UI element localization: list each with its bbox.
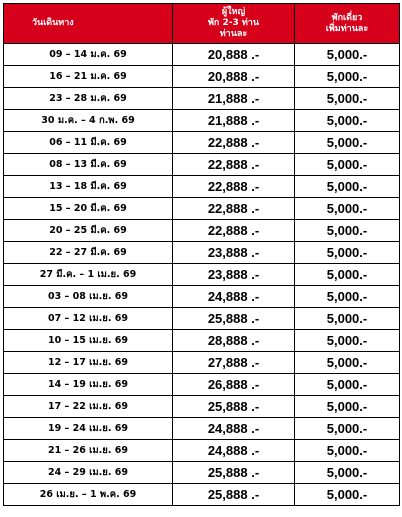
table-row <box>4 484 400 506</box>
header-single-supplement <box>295 4 400 44</box>
adult-price-cell: 24,888 .- <box>173 440 295 462</box>
price-table-container <box>3 3 399 506</box>
header-adult-line: พัก 2-3 ท่าน <box>207 18 260 28</box>
single-supplement-cell: 5,000.- <box>295 352 400 374</box>
table-row <box>4 44 400 66</box>
travel-date-cell: 08 – 13 มี.ค. 69 <box>4 154 173 176</box>
adult-price-cell: 22,888 .- <box>173 154 295 176</box>
table-header <box>4 4 400 44</box>
single-supplement-cell: 5,000.- <box>295 132 400 154</box>
price-table <box>3 3 400 506</box>
table-row <box>4 330 400 352</box>
adult-price-cell: 28,888 .- <box>173 330 295 352</box>
table-row <box>4 440 400 462</box>
table-row <box>4 132 400 154</box>
table-row <box>4 264 400 286</box>
single-supplement-cell: 5,000.- <box>295 440 400 462</box>
travel-date-cell: 14 – 19 เม.ย. 69 <box>4 374 173 396</box>
header-adult-line: ท่านละ <box>219 29 248 39</box>
single-supplement-cell: 5,000.- <box>295 308 400 330</box>
adult-price-cell: 22,888 .- <box>173 176 295 198</box>
travel-date-cell: 23 – 28 ม.ค. 69 <box>4 88 173 110</box>
table-row <box>4 88 400 110</box>
single-supplement-cell: 5,000.- <box>295 462 400 484</box>
single-supplement-cell: 5,000.- <box>295 66 400 88</box>
adult-price-cell: 27,888 .- <box>173 352 295 374</box>
single-supplement-cell: 5,000.- <box>295 88 400 110</box>
table-row <box>4 66 400 88</box>
travel-date-cell: 06 – 11 มี.ค. 69 <box>4 132 173 154</box>
single-supplement-cell: 5,000.- <box>295 176 400 198</box>
single-supplement-cell: 5,000.- <box>295 264 400 286</box>
travel-date-cell: 19 – 24 เม.ย. 69 <box>4 418 173 440</box>
single-supplement-cell: 5,000.- <box>295 330 400 352</box>
travel-date-cell: 20 – 25 มี.ค. 69 <box>4 220 173 242</box>
travel-date-cell: 27 มี.ค. – 1 เม.ย. 69 <box>4 264 173 286</box>
header-adult-line: ผู้ใหญ่ <box>221 7 246 17</box>
adult-price-cell: 23,888 .- <box>173 242 295 264</box>
travel-date-cell: 17 – 22 เม.ย. 69 <box>4 396 173 418</box>
adult-price-cell: 22,888 .- <box>173 220 295 242</box>
table-row <box>4 220 400 242</box>
header-single-line: พักเดี่ยว <box>331 12 363 23</box>
table-body <box>4 44 400 506</box>
single-supplement-cell: 5,000.- <box>295 286 400 308</box>
header-travel-date: วันเดินทาง <box>4 4 173 44</box>
single-supplement-cell: 5,000.- <box>295 154 400 176</box>
travel-date-cell: 13 – 18 มี.ค. 69 <box>4 176 173 198</box>
adult-price-cell: 26,888 .- <box>173 374 295 396</box>
travel-date-cell: 30 ม.ค. – 4 ก.พ. 69 <box>4 110 173 132</box>
travel-date-cell: 12 – 17 เม.ย. 69 <box>4 352 173 374</box>
travel-date-cell: 24 – 29 เม.ย. 69 <box>4 462 173 484</box>
travel-date-cell: 26 เม.ย. – 1 พ.ค. 69 <box>4 484 173 506</box>
table-row <box>4 352 400 374</box>
adult-price-cell: 25,888 .- <box>173 396 295 418</box>
table-row <box>4 374 400 396</box>
single-supplement-cell: 5,000.- <box>295 110 400 132</box>
adult-price-cell: 25,888 .- <box>173 484 295 506</box>
adult-price-cell: 20,888 .- <box>173 66 295 88</box>
single-supplement-cell: 5,000.- <box>295 198 400 220</box>
travel-date-cell: 03 – 08 เม.ย. 69 <box>4 286 173 308</box>
header-row <box>4 4 400 44</box>
travel-date-cell: 16 – 21 ม.ค. 69 <box>4 66 173 88</box>
table-row <box>4 396 400 418</box>
table-row <box>4 242 400 264</box>
single-supplement-cell: 5,000.- <box>295 484 400 506</box>
travel-date-cell: 15 – 20 มี.ค. 69 <box>4 198 173 220</box>
adult-price-cell: 22,888 .- <box>173 132 295 154</box>
single-supplement-cell: 5,000.- <box>295 374 400 396</box>
table-row <box>4 308 400 330</box>
table-row <box>4 198 400 220</box>
single-supplement-cell: 5,000.- <box>295 418 400 440</box>
table-row <box>4 418 400 440</box>
table-row <box>4 176 400 198</box>
travel-date-cell: 07 – 12 เม.ย. 69 <box>4 308 173 330</box>
adult-price-cell: 21,888 .- <box>173 88 295 110</box>
header-single-line: เพิ่มท่านละ <box>325 23 369 34</box>
single-supplement-cell: 5,000.- <box>295 242 400 264</box>
travel-date-cell: 21 – 26 เม.ย. 69 <box>4 440 173 462</box>
table-row <box>4 286 400 308</box>
table-row <box>4 110 400 132</box>
single-supplement-cell: 5,000.- <box>295 44 400 66</box>
travel-date-cell: 22 – 27 มี.ค. 69 <box>4 242 173 264</box>
adult-price-cell: 23,888 .- <box>173 264 295 286</box>
adult-price-cell: 25,888 .- <box>173 462 295 484</box>
adult-price-cell: 24,888 .- <box>173 286 295 308</box>
adult-price-cell: 25,888 .- <box>173 308 295 330</box>
adult-price-cell: 24,888 .- <box>173 418 295 440</box>
single-supplement-cell: 5,000.- <box>295 396 400 418</box>
table-row <box>4 462 400 484</box>
adult-price-cell: 20,888 .- <box>173 44 295 66</box>
header-adult-price <box>173 4 295 44</box>
adult-price-cell: 21,888 .- <box>173 110 295 132</box>
table-row <box>4 154 400 176</box>
adult-price-cell: 22,888 .- <box>173 198 295 220</box>
travel-date-cell: 10 – 15 เม.ย. 69 <box>4 330 173 352</box>
single-supplement-cell: 5,000.- <box>295 220 400 242</box>
travel-date-cell: 09 – 14 ม.ค. 69 <box>4 44 173 66</box>
